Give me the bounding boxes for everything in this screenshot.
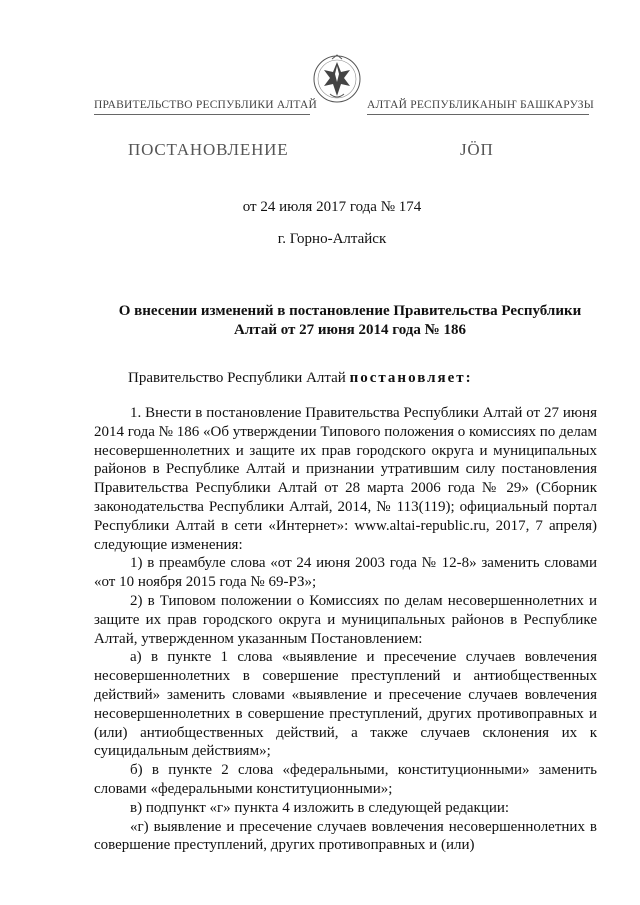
document-title [100,302,600,340]
body-paragraph: «г) выявление и пресечение случаев вовлечения несовершеннолетних в совершение преступлений, других противоправных и (или) [94,818,597,854]
coat-of-arms-icon [312,52,362,110]
document-type-russian: ПОСТАНОВЛЕНИЕ [128,140,289,159]
body-paragraph: 1) в преамбуле слова «от 24 июня 2003 года № 12-8» заменить словами «от 10 ноября 2015 года № 69-РЗ»; [94,555,597,591]
document-type-altai: JӦП [460,140,494,159]
body-paragraph: б) в пункте 2 слова «федеральными, конституционными» заменить словами «федеральными конституционными»; [94,762,597,797]
preamble-text: Правительство Республики Алтай [128,370,350,386]
document-date-number: от 24 июля 2017 года № 174 [242,199,422,215]
preamble [128,370,473,387]
preamble-emphasis: постановляет: [349,370,473,386]
body-paragraph: 1. Внести в постановление Правительства Республики Алтай от 27 июня 2014 года № 186 «Об утверждении Типового положения о комиссиях по делам несовершеннолетних и защите их прав городского округа и муниципальных районов в Республике Алтай и признании утратившим силу постановления Правительства Республики Алтай от 28 марта 2006 года № 29» (Сборник законодательства Республики Алтай, 2014, № 113(119); официальный портал Республики Алтай в сети «Интернет»: www.altai-republic.ru, 2017, 7 апреля) следующие изменения: [94,405,597,553]
government-name-altai: АЛТАЙ РЕСПУБЛИКАНЫҤ БАШКАРУЗЫ [367,99,594,111]
government-name-russian: ПРАВИТЕЛЬСТВО РЕСПУБЛИКИ АЛТАЙ [94,99,318,111]
body-paragraph: 2) в Типовом положении о Комиссиях по делам несовершеннолетних и защите их прав городского округа и муниципальных районов в Республике Алтай, утвержденном указанным Постановлением: [94,592,597,647]
header-rule-right [367,114,589,115]
body-paragraph: в) подпункт «г» пункта 4 изложить в следующей редакции: [130,799,510,816]
document-body [94,404,597,855]
header-rule-left [94,114,310,115]
body-paragraph: а) в пункте 1 слова «выявление и пресечение случаев вовлечения несовершеннолетних в совершение преступлений и антиобщественных действий» заменить словами «выявление и пресечение случаев вовлечения несовершеннолетних в совершение преступлений, других противоправных и (или) антиобщественных действий, а также случаев склонения их к суицидальным действиям»; [94,649,597,760]
document-title-line: О внесении изменений в постановление Правительства Республики [118,303,582,319]
document-city: г. Горно-Алтайск [277,231,387,247]
document-title-line: Алтай от 27 июня 2014 года № 186 [234,322,466,338]
